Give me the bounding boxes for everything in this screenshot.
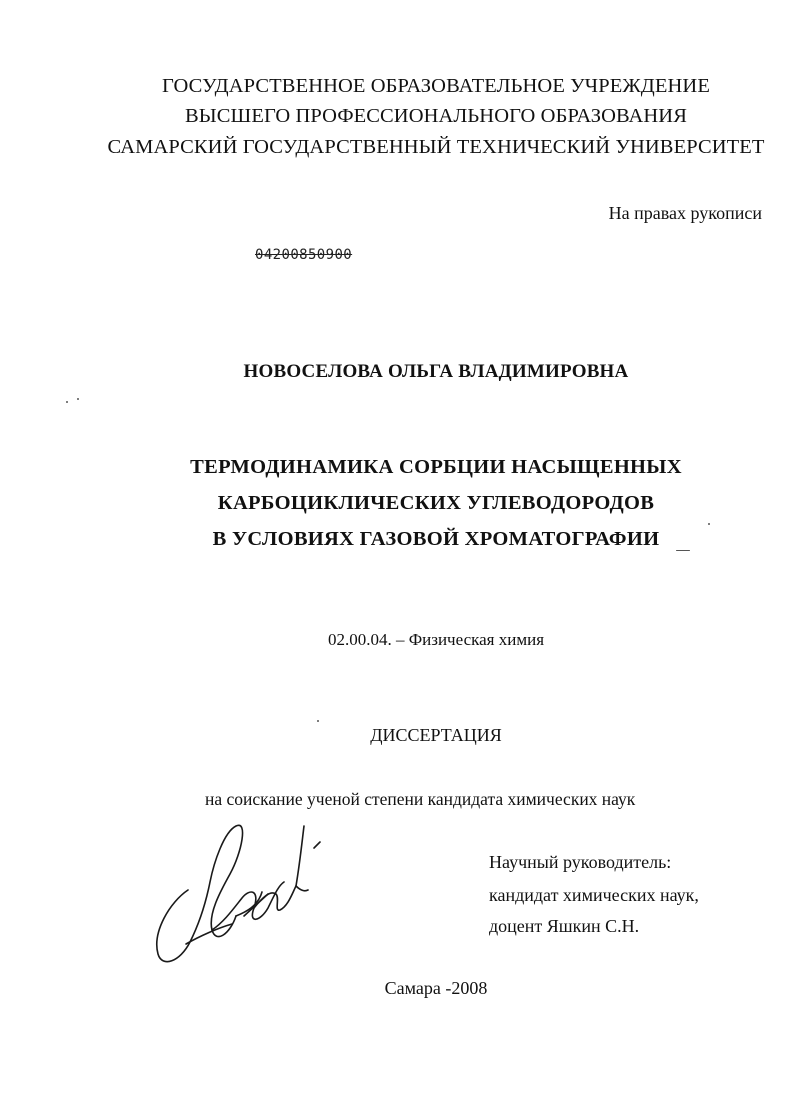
scan-speck [77,398,79,400]
city-year: Самара -2008 [384,978,488,998]
institution-line-1: ГОСУДАРСТВЕННОЕ ОБРАЗОВАТЕЛЬНОЕ УЧРЕЖДЕНИЕ [162,75,710,97]
library-stamp-number: 04200850900 [255,247,353,263]
scan-speck [708,523,710,525]
scan-speck [676,550,690,551]
handwritten-signature [150,812,325,972]
institution-line-3: САМАРСКИЙ ГОСУДАРСТВЕННЫЙ ТЕХНИЧЕСКИЙ УНИВЕРСИТЕТ [107,136,765,158]
document-type: ДИССЕРТАЦИЯ [370,725,502,745]
thesis-title-line-3: В УСЛОВИЯХ ГАЗОВОЙ ХРОМАТОГРАФИИ [212,528,660,550]
specialty-code: 02.00.04. – Физическая химия [327,630,545,649]
institution-line-2: ВЫСШЕГО ПРОФЕССИОНАЛЬНОГО ОБРАЗОВАНИЯ [185,105,687,127]
supervisor-name: доцент Яшкин С.Н. [489,916,640,936]
thesis-title-line-2: КАРБОЦИКЛИЧЕСКИХ УГЛЕВОДОРОДОВ [217,492,655,514]
scan-speck [317,720,319,722]
scan-speck [66,401,68,403]
manuscript-note: На правах рукописи [608,203,762,223]
supervisor-label: Научный руководитель: [489,852,672,872]
supervisor-rank: кандидат химических наук, [489,885,699,905]
author-name: НОВОСЕЛОВА ОЛЬГА ВЛАДИМИРОВНА [243,361,629,382]
degree-purpose: на соискание ученой степени кандидата химических наук [205,789,636,809]
thesis-title-line-1: ТЕРМОДИНАМИКА СОРБЦИИ НАСЫЩЕННЫХ [190,456,682,478]
